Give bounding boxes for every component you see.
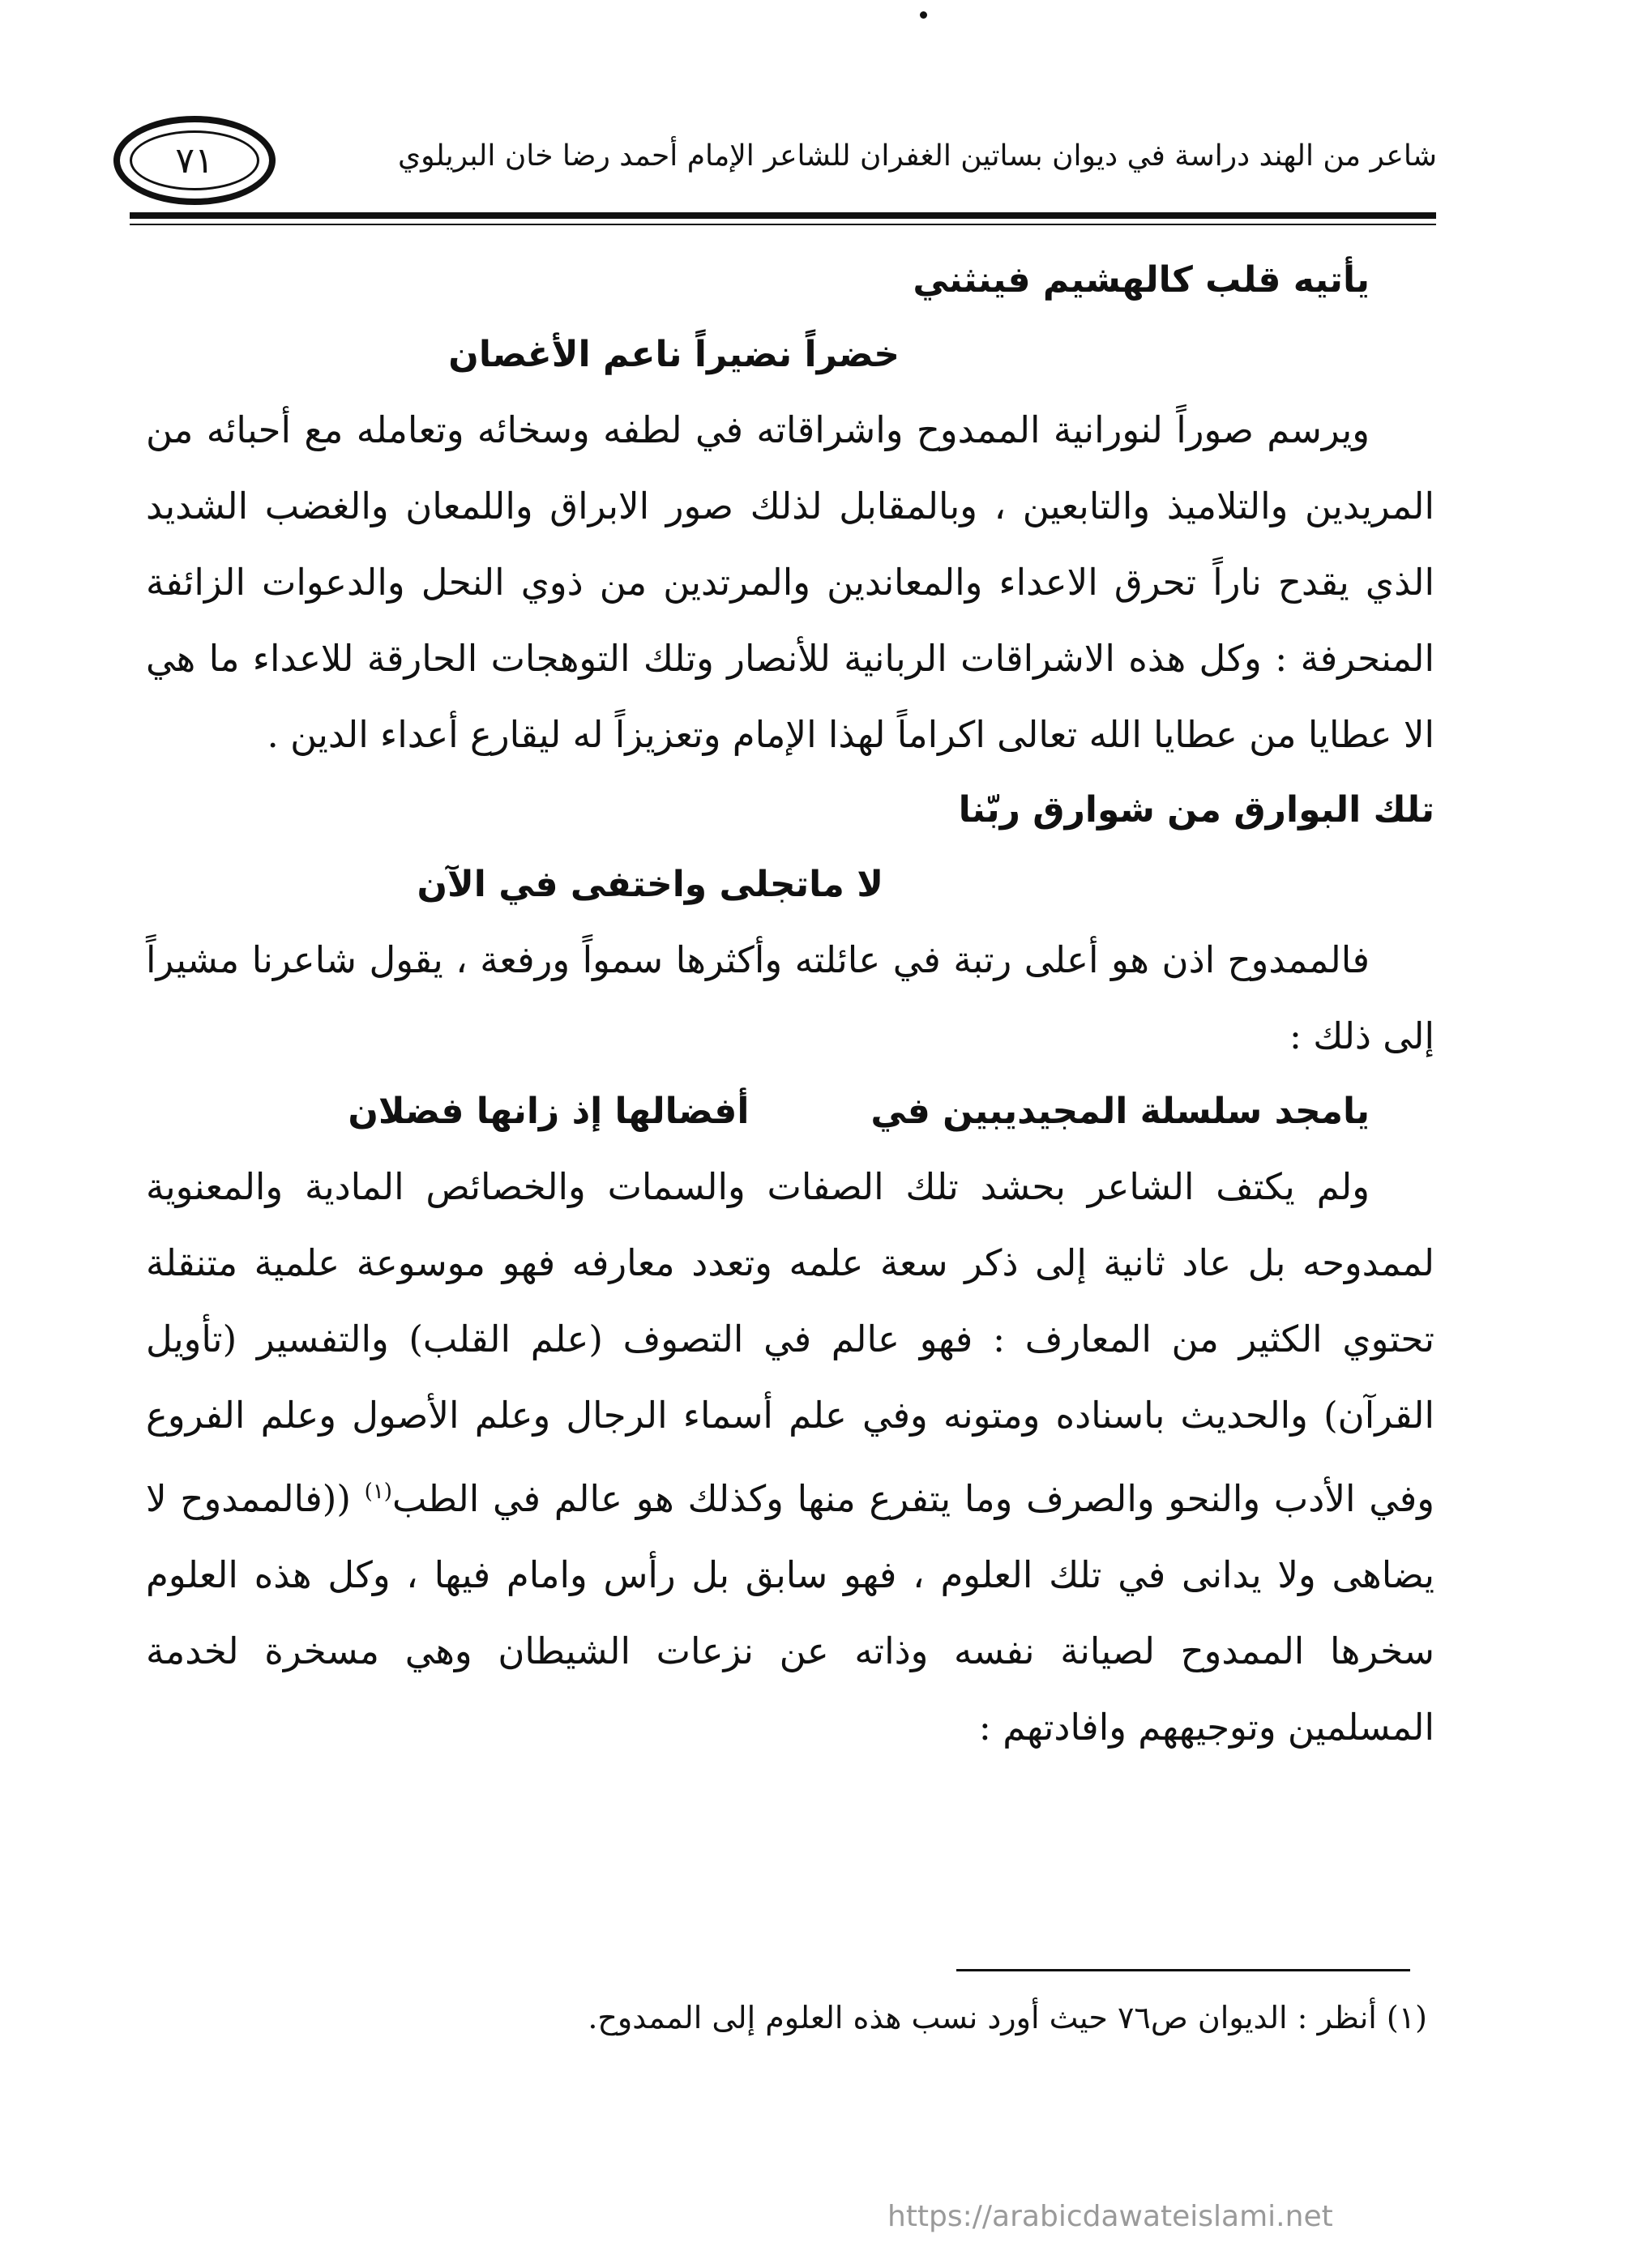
footnote: (١) أنظر : الديوان ص٧٦ حيث أورد نسب هذه العلوم إلى الممدوح. (588, 2000, 1427, 2035)
verse-hemistich-left: أفضالها إذ زانها فضلان (348, 1091, 750, 1132)
running-header: شاعر من الهند دراسة في ديوان بساتين الغفران للشاعر الإمام أحمد رضا خان البريلوي (397, 139, 1437, 173)
verse-line: خضراً نضيراً ناعم الأغصان (448, 334, 900, 375)
paragraph: ويرسم صوراً لنورانية الممدوح واشراقاته في لطفه وسخائه وتعامله مع أحبائه من المريدين والتلاميذ والتابعين ، وبالمقابل لذلك صور الابراق واللمعان والغضب الشديد الذي يقدح ناراً تحرق الاعداء والمعاندين والمرتدين من ذوي النحل والدعوات الزائفة المنحرفة : وكل هذه الاشراقات الربانية للأنصار وتلك التوهجات الحارقة للاعداء ما هي الا عطايا من عطايا الله تعالى اكراماً لهذا الإمام وتعزيزاً له ليقارع أعداء الدين . (146, 408, 1434, 756)
verse-line: لا ماتجلى واختفى في الآن (417, 864, 883, 905)
header-rule-thick (130, 212, 1436, 219)
verse-hemistich-right: يامجد سلسلة المجيديبين في (870, 1091, 1370, 1132)
page-number-frame (113, 116, 276, 205)
paragraph-text: ولم يكتف الشاعر بحشد تلك الصفات والسمات والخصائص المادية والمعنوية لممدوحه بل عاد ثانية إلى ذكر سعة علمه وتعدد معارفه فهو موسوعة علمية متنقلة تحتوي الكثير من المعارف : فهو عالم في التصوف (علم القلب) والتفسير (تأويل القرآن) والحديث باسناده ومتونه وفي علم أسماء الرجال وعلم الأصول وعلم الفروع وفي الأدب والنحو والصرف وما يتفرع منها وكذلك هو عالم في الطب (146, 1165, 1434, 1520)
footnote-rule (956, 1969, 1410, 1971)
footnote-marker: (١) (364, 1480, 392, 1504)
scan-dot (920, 11, 927, 19)
verse-couplet (146, 1074, 1434, 1149)
paragraph: فالممدوح اذن هو أعلى رتبة في عائلته وأكثرها سمواً ورفعة ، يقول شاعرنا مشيراً إلى ذلك : (146, 938, 1434, 1057)
watermark-url: https://arabicdawateislami.net (887, 2200, 1333, 2233)
verse-line: تلك البوارق من شوارق ربّنا (958, 789, 1434, 831)
page-number: ٧١ (130, 130, 259, 190)
header-rule-thin (130, 224, 1436, 225)
paragraph-text: ((فالممدوح لا يضاهى ولا يدانى في تلك العلوم ، فهو سابق بل رأس وامام فيها ، وكل هذه العلوم سخرها الممدوح لصيانة نفسه وذاته عن نزعات الشيطان وهي مسخرة لخدمة المسلمين وتوجيههم وافادتهم : (146, 1477, 1434, 1749)
verse-line: يأتيه قلب كالهشيم فينثني (913, 259, 1370, 301)
paragraph (146, 1149, 1434, 1766)
main-text (146, 243, 1434, 1766)
